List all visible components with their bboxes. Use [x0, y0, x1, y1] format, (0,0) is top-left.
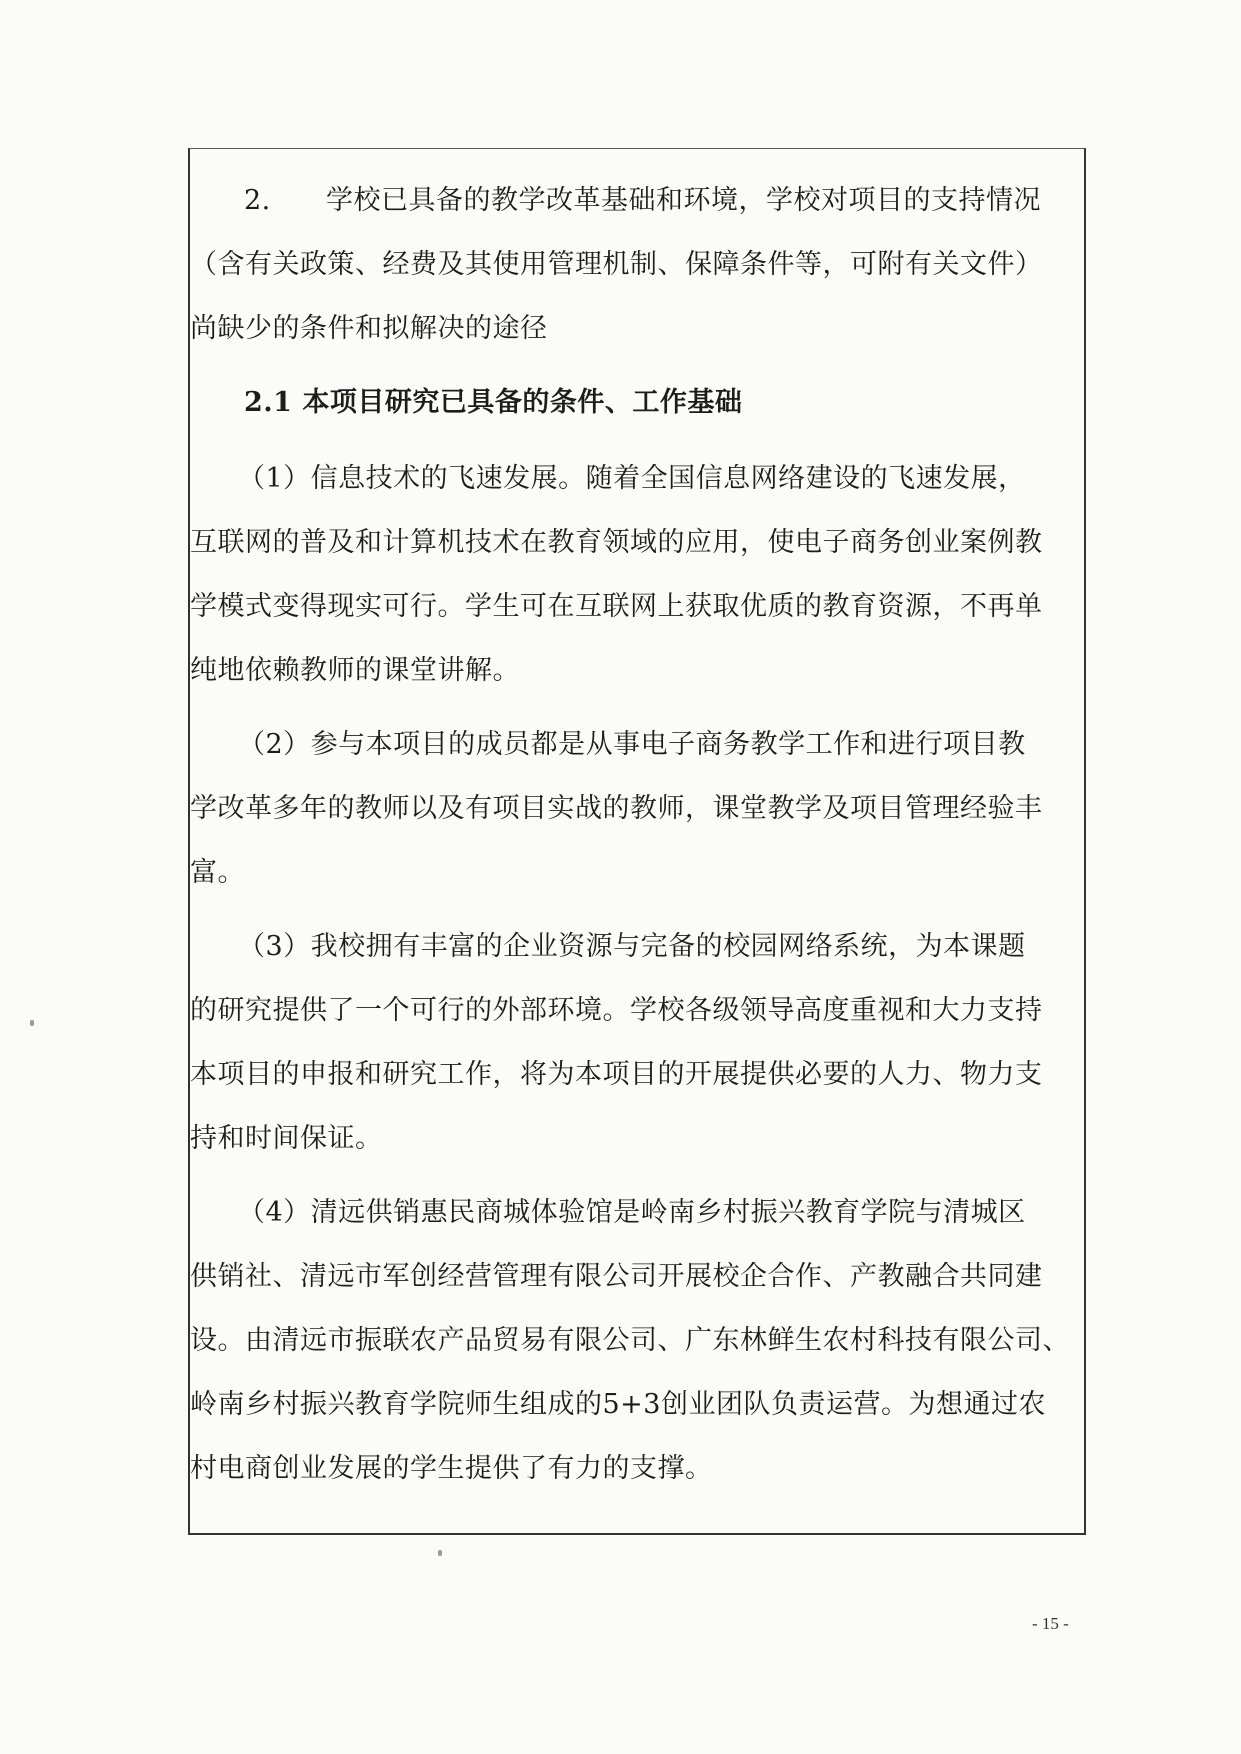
section-number: 2.: [244, 185, 271, 216]
section-header-line-3: 尚缺少的条件和拟解决的途径: [190, 313, 548, 344]
paragraph-3-line-1: （3）我校拥有丰富的企业资源与完备的校园网络系统，为本课题: [238, 931, 1026, 962]
scan-speck: [438, 1550, 442, 1556]
section-title-line-1: 学校已具备的教学改革基础和环境，学校对项目的支持情况: [326, 185, 1041, 216]
subsection-title: 2.1 本项目研究已具备的条件、工作基础: [244, 387, 743, 418]
paragraph-1-line-2: 互联网的普及和计算机技术在教育领域的应用，使电子商务创业案例教: [190, 527, 1043, 558]
paragraph-4-line-4: 岭南乡村振兴教育学院师生组成的5+3创业团队负责运营。为想通过农: [190, 1389, 1046, 1420]
page-number: - 15 -: [1032, 1614, 1069, 1633]
paragraph-4-line-3: 设。由清远市振联农产品贸易有限公司、广东林鲜生农村科技有限公司、: [190, 1325, 1070, 1356]
form-table-cell: [188, 148, 1086, 1535]
paragraph-3-line-3: 本项目的申报和研究工作，将为本项目的开展提供必要的人力、物力支: [190, 1059, 1043, 1090]
paragraph-2-line-3: 富。: [190, 857, 245, 888]
paragraph-4-line-2: 供销社、清远市军创经营管理有限公司开展校企合作、产教融合共同建: [190, 1261, 1043, 1292]
paragraph-1-line-4: 纯地依赖教师的课堂讲解。: [190, 655, 520, 686]
paragraph-4-line-1: （4）清远供销惠民商城体验馆是岭南乡村振兴教育学院与清城区: [238, 1197, 1026, 1228]
paragraph-3-line-4: 持和时间保证。: [190, 1123, 383, 1154]
scan-speck: [30, 1020, 34, 1026]
paragraph-1-line-1: （1）信息技术的飞速发展。随着全国信息网络建设的飞速发展，: [238, 463, 1026, 494]
section-header-line-2: （含有关政策、经费及其使用管理机制、保障条件等，可附有关文件）: [190, 249, 1043, 280]
paragraph-4-line-5: 村电商创业发展的学生提供了有力的支撑。: [190, 1453, 713, 1484]
paragraph-2-line-1: （2）参与本项目的成员都是从事电子商务教学工作和进行项目教: [238, 729, 1026, 760]
section-header-line-1: [190, 181, 1084, 221]
paragraph-3-line-2: 的研究提供了一个可行的外部环境。学校各级领导高度重视和大力支持: [190, 995, 1043, 1026]
paragraph-2-line-2: 学改革多年的教师以及有项目实战的教师，课堂教学及项目管理经验丰: [190, 793, 1043, 824]
paragraph-1-line-3: 学模式变得现实可行。学生可在互联网上获取优质的教育资源，不再单: [190, 591, 1043, 622]
cell-content: [190, 149, 1084, 1533]
